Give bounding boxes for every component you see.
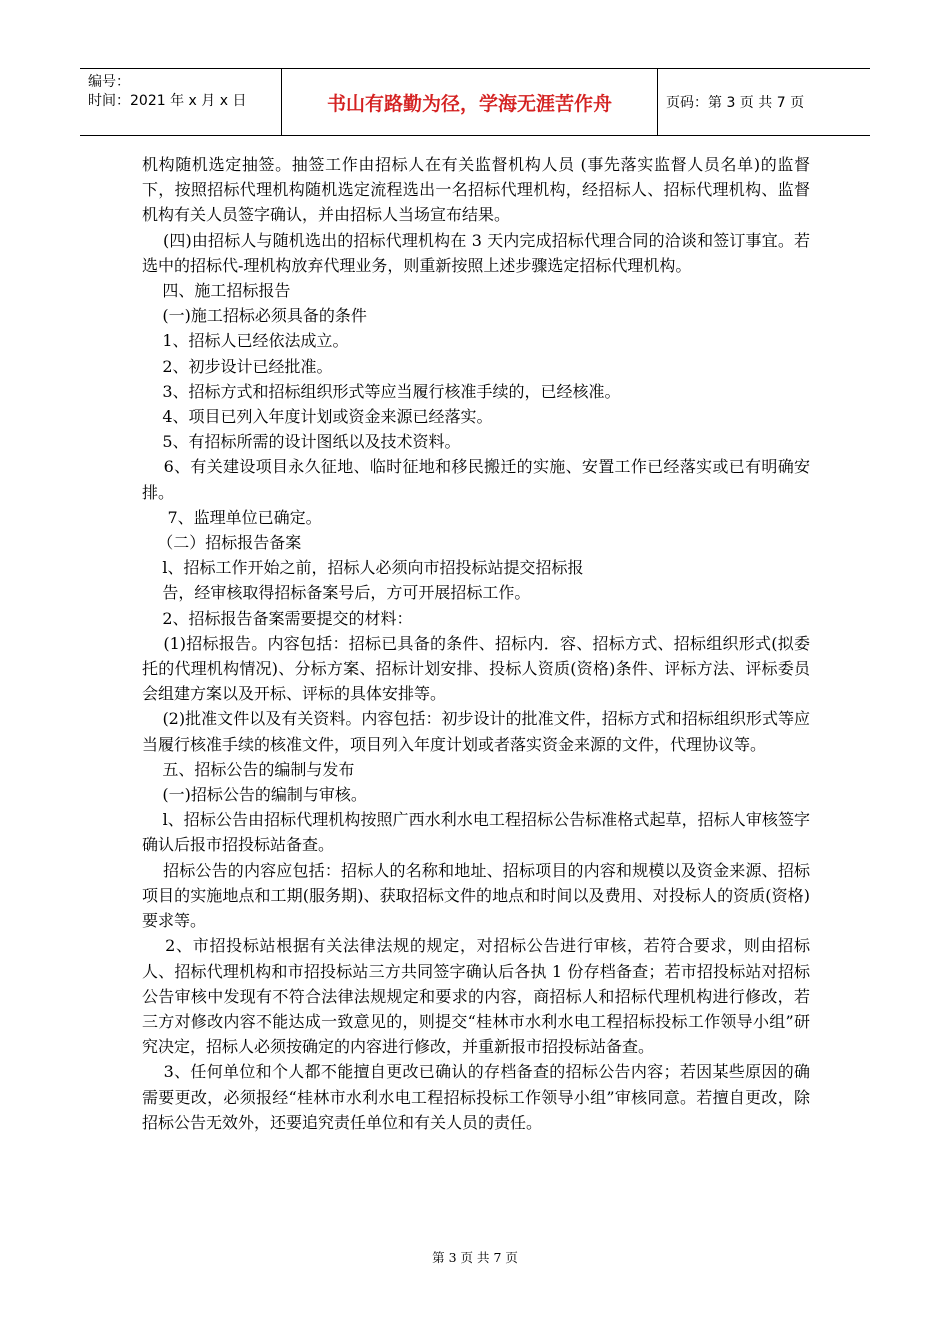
document-number-label: 编号：	[88, 74, 130, 90]
header-motto-cell	[282, 69, 658, 135]
list-item: l、招标公告由招标代理机构按照广西水利水电工程招标公告标准格式起草，招标人审核签字确认后报市招投标站备查。	[142, 810, 810, 855]
header-page-info: 页码：第 3 页 共 7 页	[666, 95, 805, 111]
document-body	[142, 152, 810, 1135]
subsection-heading: （二）招标报告备案	[142, 533, 302, 553]
paragraph: 告，经审核取得招标备案号后，方可开展招标工作。	[142, 583, 531, 603]
section-heading: 五、招标公告的编制与发布	[142, 759, 355, 779]
header-meta-cell	[80, 69, 282, 135]
list-item: 4、项目已列入年度计划或资金来源已经落实。	[142, 407, 493, 427]
subsection-heading: (一)招标公告的编制与审核。	[142, 785, 367, 805]
list-item: 3、任何单位和个人都不能擅自更改已确认的存档备查的招标公告内容；若因某些原因的确需要更改，必须报经“桂林市水利水电工程招标投标工作领导小组”审核同意。若擅自更改，除招标公告无效外，还要追究责任单位和有关人员的责任。	[142, 1062, 811, 1132]
list-item: 7、监理单位已确定。	[142, 507, 322, 527]
header-motto: 书山有路勤为径，学海无涯苦作舟	[326, 92, 612, 115]
footer-page-number: 第 3 页 共 7 页	[432, 1250, 518, 1265]
page-footer	[0, 1248, 950, 1266]
list-item: l、招标工作开始之前，招标人必须向市招投标站提交招标报	[142, 558, 584, 578]
paragraph: (2)批准文件以及有关资料。内容包括：初步设计的批准文件，招标方式和招标组织形式等应当履行核准手续的核准文件，项目列入年度计划或者落实资金来源的文件，代理协议等。	[142, 709, 810, 754]
paragraph: 机构随机选定抽签。抽签工作由招标人在有关监督机构人员 (事先落实监督人员名单)的监督下，按照招标代理机构随机选定流程选出一名招标代理机构，经招标人、招标代理机构、监督机构有关人员签字确认，并由招标人当场宣布结果。	[142, 155, 810, 225]
document-date: 时间：2021 年 x 月 x 日	[88, 93, 247, 109]
paragraph: (1)招标报告。内容包括：招标已具备的条件、招标内．容、招标方式、招标组织形式(拟委托的代理机构情况)、分标方案、招标计划安排、投标人资质(资格)条件、评标方法、评标委员会组建方案以及开标、评标的具体安排等。	[142, 633, 810, 704]
list-item: 5、有招标所需的设计图纸以及技术资料。	[142, 432, 461, 452]
header-page-cell	[658, 69, 870, 135]
list-item: 1、招标人已经依法成立。	[142, 331, 349, 351]
section-heading: 四、施工招标报告	[142, 281, 291, 301]
subsection-heading: (一)施工招标必须具备的条件	[142, 306, 367, 326]
list-item: 2、初步设计已经批准。	[142, 356, 333, 376]
paragraph: (四)由招标人与随机选出的招标代理机构在 3 天内完成招标代理合同的洽谈和签订事宜。若选中的招标代-理机构放弃代理业务，则重新按照上述步骤选定招标代理机构。	[142, 230, 810, 275]
list-item: 3、招标方式和招标组织形式等应当履行核准手续的，已经核准。	[142, 381, 621, 401]
header-table	[80, 68, 870, 136]
list-item: 2、市招投标站根据有关法律法规的规定，对招标公告进行审核，若符合要求，则由招标人、招标代理机构和市招投标站三方共同签字确认后各执 1 份存档备查；若市招投标站对招标公告审核中发现有不符合法律法规规定和要求的内容，商招标人和招标代理机构进行修改，若三方对修改内容不能达成一致意见的，则提交“桂林市水利水电工程招标投标工作领导小组”研究决定，招标人必须按确定的内容进行修改，并重新报市招投标站备查。	[142, 936, 810, 1057]
paragraph: 招标公告的内容应包括：招标人的名称和地址、招标项目的内容和规模以及资金来源、招标项目的实施地点和工期(服务期)、获取招标文件的地点和时间以及费用、对投标人的资质(资格)要求等。	[142, 860, 810, 931]
list-item: 2、招标报告备案需要提交的材料：	[142, 608, 413, 628]
list-item: 6、有关建设项目永久征地、临时征地和移民搬迁的实施、安置工作已经落实或已有明确安排。	[142, 457, 811, 502]
